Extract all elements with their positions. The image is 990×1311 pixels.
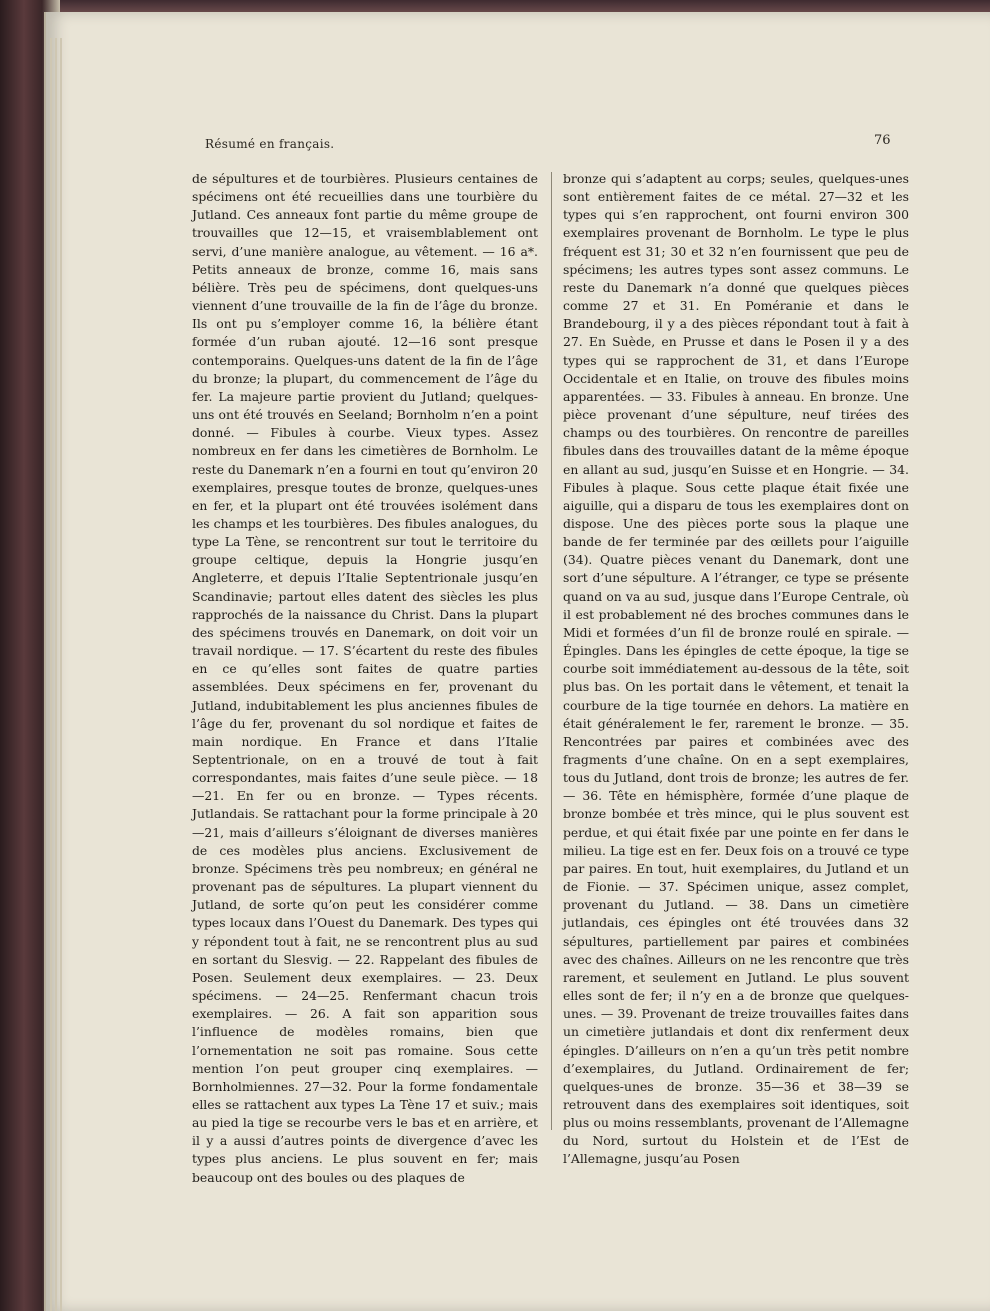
right-column-text: bronze qui s’adaptent au corps; seules, quelques-unes sont entièrement faites de ce métal. 27—32 et les types qui s’en rapprochent, ont fourni environ 300 exemplaires provenant de Bornholm. Le type le plus fréquent est 31; 30 et 32 n’en fournissent que peu de spécimens; les autres types sont assez communs. Le reste du Danemark n’a donné que quelques pièces comme 27 et 31. En Poméranie et dans le Brandebourg, il y a des pièces répondant tout à fait à 27. En Suède, en Prusse et dans le Posen il y a des types qui se rapprochent de 31, et dans l’Europe Occidentale et en Italie, on trouve des fibules moins apparentées. — 33. Fibules à anneau. En bronze. Une pièce provenant d’une sépulture, neuf tirées des champs ou des tourbières. On rencontre de pareilles fibules dans des trouvailles datant de la même époque en allant au sud, jusqu’en Suisse et en Hongrie. — 34. Fibules à plaque. Sous cette plaque était fixée une aiguille, qui a disparu de tous les exemplaires dont on dispose. Une des pièces porte sous la plaque une bande de fer terminée par des œillets pour l’aiguille (34). Quatre pièces venant du Danemark, dont une sort d’une sépulture. A l’étranger, ce type se présente quand on va au sud, jusque dans l’Europe Centrale, où il est probablement né des broches communes dans le Midi et formées d’un fil de bronze roulé en spirale. — Épingles. Dans les épingles de cette époque, la tige se courbe soit immédiatement au-dessous de la tête, soit plus bas. On les portait dans le vêtement, et tenait la courbure de la tige tournée en dehors. La matière en était généralement le fer, rarement le bronze. — 35. Rencontrées par paires et combinées avec des fragments d’une chaîne. On en a sept exemplaires, tous du Jutland, dont trois de bronze; les autres de fer. — 36. Tête en hémisphère, formée d’une plaque de bronze bombée et très mince, qui le plus souvent est perdue, et qui était fixée par une pointe en fer dans le milieu. La tige est en fer. Deux fois on a trouvé ce type par paires. En tout, huit exemplaires, du Jutland et un de Fionie. — 37. Spécimen unique, assez complet, provenant du Jutland. — 38. Dans un cimetière jutlandais, ces épingles ont été trouvées dans 32 sépultures, partiellement par paires et combinées avec des chaînes. Ailleurs on ne les rencontre que très rarement, et seulement en Jutland. Le plus souvent elles sont de fer; il n’y en a de bronze que quelques-unes. — 39. Provenant de treize trouvailles faites dans un cimetière jutlandais et dont dix renferment deux épingles. D’ailleurs on n’en a qu’un très petit nombre d’exemplaires, du Jutland. Ordinairement de fer; quelques-unes de bronze. 35—36 et 38—39 se retrouvent dans des exemplaires soit identiques, soit plus ou moins ressemblants, provenant de l’Allemagne du Nord, surtout du Holstein et de l’Est de l’Allemagne, jusqu’au Posen	[563, 171, 909, 1167]
column-divider	[551, 172, 552, 1130]
page-edge	[55, 38, 57, 1311]
text-column-right	[563, 170, 909, 1169]
left-column-text: de sépultures et de tourbières. Plusieurs centaines de spécimens ont été recueillies dans une tourbière du Jutland. Ces anneaux font partie du même groupe de trouvailles que 12—15, et vraisemblablement ont servi, d’une manière analogue, au vêtement. — 16 a*. Petits anneaux de bronze, comme 16, mais sans bélière. Très peu de spécimens, dont quelques-uns viennent d’une trouvaille de la fin de l’âge du bronze. Ils ont pu s’employer comme 16, la bélière étant formée d’un ruban ajouté. 12—16 sont presque contemporains. Quelques-uns datent de la fin de l’âge du bronze; la plupart, du commencement de l’âge du fer. La majeure partie provient du Jutland; quelques-uns ont été trouvés en Seeland; Bornholm n’en a point donné. — Fibules à courbe. Vieux types. Assez nombreux en fer dans les cimetières de Bornholm. Le reste du Danemark n’en a fourni en tout qu’environ 20 exemplaires, presque toutes de bronze, quelques-unes en fer, et la plupart ont été trouvées isolément dans les champs et les tourbières. Des fibules analogues, du type La Tène, se rencontrent sur tout le territoire du groupe celtique, depuis la Hongrie jusqu’en Angleterre, et depuis l’Italie Septentrionale jusqu’en Scandinavie; partout elles datent des siècles les plus rapprochés de la naissance du Christ. Dans la plupart des spécimens trouvés en Danemark, on doit voir un travail nordique. — 17. S’écartent du reste des fibules en ce qu’elles sont faites de quatre parties assemblées. Deux spécimens en fer, provenant du Jutland, indubitablement les plus anciennes fibules de l’âge du fer, provenant du sol nordique et faites de main nordique. En France et dans l’Italie Septentrionale, on en a trouvé de tout à fait correspondantes, mais faites d’une seule pièce. — 18—21. En fer ou en bronze. — Types récents. Jutlandais. Se rattachant pour la forme principale à 20—21, mais d’ailleurs s’éloignant de diverses manières de ces modèles plus anciens. Exclusivement de bronze. Spécimens très peu nombreux; en général ne provenant pas de sépultures. La plupart viennent du Jutland, de sorte qu’on peut les considérer comme types locaux dans l’Ouest du Danemark. Des types qui y répondent tout à fait, ne se rencontrent plus au sud en sortant du Slesvig. — 22. Rappelant des fibules de Posen. Seulement deux exemplaires. — 23. Deux spécimens. — 24—25. Renfermant chacun trois exemplaires. — 26. A fait son apparition sous l’influence de modèles romains, bien que l’ornementation ne soit pas romaine. Sous cette mention l’on peut grouper cinq exemplaires. — Bornholmiennes. 27—32. Pour la forme fondamentale elles se rattachent aux types La Tène 17 et suiv.; mais au pied la tige se recourbe vers le bas et en arrière, et il y a aussi d’autres points de divergence d’avec les types plus anciens. Le plus souvent en fer; mais beaucoup ont des boules ou des plaques de	[192, 171, 538, 1185]
page-edge	[50, 38, 52, 1311]
running-title: Résumé en français.	[205, 137, 335, 151]
text-column-left	[192, 170, 538, 1187]
page-edge	[60, 38, 62, 1311]
page-number: 76	[874, 133, 891, 148]
